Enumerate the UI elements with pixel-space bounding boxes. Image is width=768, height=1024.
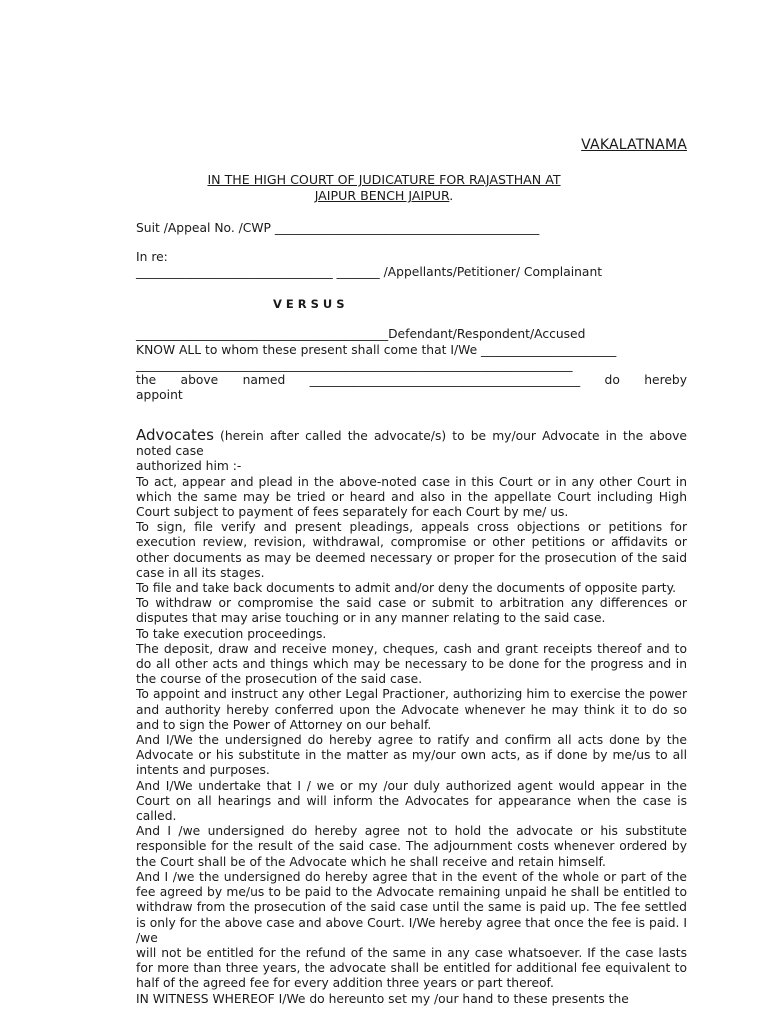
appoint-word: appoint	[136, 388, 183, 402]
body-paragraph: And I /we undersigned do hereby agree not to hold the advocate or his substitute responsible for the result of the said case. The adjournment costs whenever ordered by the Court shall be of the Advocate which he shall receive and retain himself.	[136, 824, 687, 869]
court-name-line-1	[0, 172, 768, 187]
body-paragraph: will not be entitled for the refund of the same in any case whatsoever. If the case lasts for more than three years, the advocate shall be entitled for additional fee equivalent to half of the agreed fee for every addition three years or part thereof.	[136, 945, 687, 991]
versus-heading: VERSUS	[273, 297, 349, 311]
body-paragraph: To take execution proceedings.	[136, 626, 327, 641]
body-paragraph: authorized him :-	[136, 459, 242, 474]
body-paragraph: To appoint and instruct any other Legal Practioner, authorizing him to exercise the power and authority hereby conferred upon the Advocate whenever he may think it to do so and to sign the Power of Attorney on our behalf.	[136, 687, 687, 732]
body-paragraph: And I/We undertake that I / we or my /our duly authorized agent would appear in the Court on all hearings and will inform the Advocates for appearance when the case is called.	[136, 778, 687, 824]
body-paragraph: To sign, file verify and present pleadings, appeals cross objections or petitions for execution review, revision, withdrawal, compromise or other petitions or affidavits or other documents as may be deemed necessary or proper for the prosecution of the said case in all its stages.	[136, 520, 687, 580]
court-bench-text: JAIPUR BENCH JAIPUR	[314, 188, 450, 203]
above-named-line: the above named ____________________________________________ do hereby	[136, 373, 687, 387]
appellant-line: ________________________________ _______ /Appellants/Petitioner/ Complainant	[136, 265, 603, 279]
blank-fill-line: _______________________________________________________________________	[136, 358, 573, 372]
defendant-line: _________________________________________Defendant/Respondent/Accused	[136, 327, 586, 341]
court-name-line-2	[0, 188, 768, 203]
advocates-heading: Advocates	[136, 426, 214, 444]
body-paragraph: To act, appear and plead in the above-noted case in this Court or in any other Court in which the same may be tried or heard and also in the appellate Court including High Court subject to payment of fees separately for each Court by me/ us.	[136, 474, 687, 520]
advocates-paragraph	[136, 428, 687, 459]
body-paragraph: And I /we the undersigned do hereby agree that in the event of the whole or part of the fee agreed by me/us to be paid to the Advocate remaining unpaid he shall be entitled to withdraw from the prosecution of the said case until the same is paid up. The fee settled is only for the above case and above Court. I/We hereby agree that once the fee is paid. I /we	[136, 869, 687, 945]
body-paragraph: And I/We the undersigned do hereby agree to ratify and confirm all acts done by the Advocate or his substitute in the matter as my/our own acts, as if done by me/us to all intents and purposes.	[136, 733, 687, 778]
vakalatnama-body	[136, 428, 687, 1007]
body-paragraph: To withdraw or compromise the said case or submit to arbitration any differences or disputes that may arise touching or in any manner relating to the said case.	[136, 596, 687, 626]
document-title: VAKALATNAMA	[581, 137, 687, 153]
in-re-label: In re:	[136, 250, 168, 264]
body-paragraph: IN WITNESS WHEREOF I/We do hereunto set my /our hand to these presents the	[136, 991, 629, 1006]
body-paragraph: The deposit, draw and receive money, cheques, cash and grant receipts thereof and to do all other acts and things which may be necessary to be done for the progress and in the course of the prosecution of the said case.	[136, 641, 687, 687]
court-bench-period: .	[449, 188, 454, 203]
know-all-line: KNOW ALL to whom these present shall come that I/We ______________________	[136, 343, 617, 357]
advocates-text: (herein after called the advocate/s) to be my/our Advocate in the above noted case	[136, 429, 687, 459]
body-paragraph: To file and take back documents to admit and/or deny the documents of opposite party.	[136, 581, 677, 596]
suit-appeal-line: Suit /Appeal No. /CWP ___________________________________________	[136, 221, 540, 235]
court-name-text-1: IN THE HIGH COURT OF JUDICATURE FOR RAJASTHAN AT	[207, 172, 561, 187]
